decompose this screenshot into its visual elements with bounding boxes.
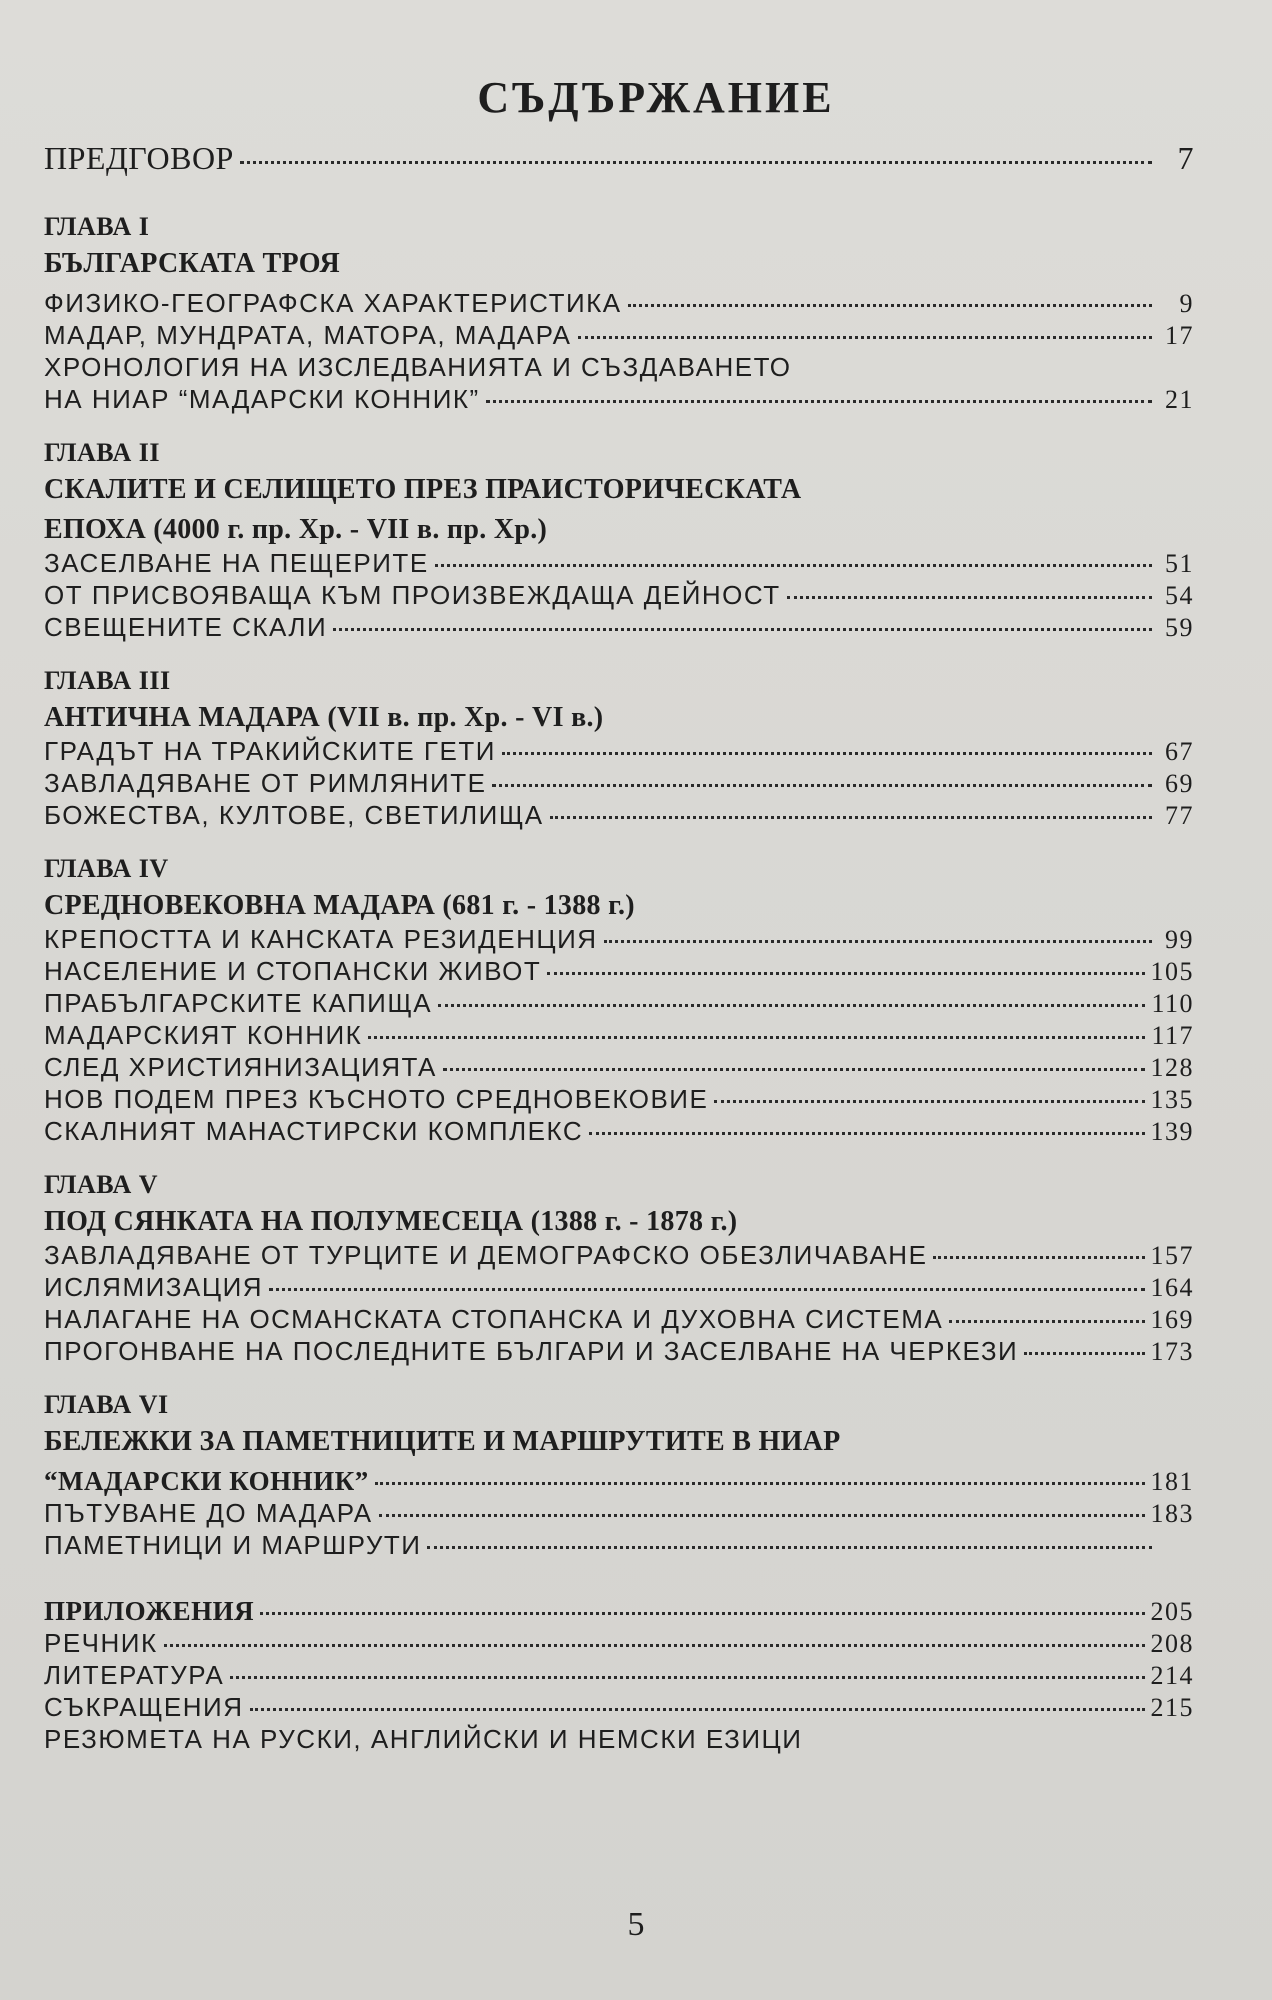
entry-label: СЛЕД ХРИСТИЯНИЗАЦИЯТА [44, 1052, 437, 1082]
dot-leader [1024, 1352, 1144, 1355]
toc-entry[interactable] [44, 612, 1194, 644]
entry-page: 110 [1151, 989, 1194, 1018]
page-title: СЪДЪРЖАНИЕ [477, 73, 835, 122]
chapter-3 [44, 666, 1194, 832]
chapter-label: ГЛАВА IV [44, 854, 169, 883]
toc-entry[interactable] [44, 384, 1194, 416]
entry-label: СВЕЩЕНИТЕ СКАЛИ [44, 612, 328, 642]
dot-leader [164, 1644, 1145, 1647]
chapter-6 [44, 1390, 1194, 1562]
dot-leader [486, 400, 1152, 403]
entry-label: БОЖЕСТВА, КУЛТОВЕ, СВЕТИЛИЩА [44, 800, 544, 830]
toc-entry[interactable] [44, 768, 1194, 800]
chapter-5 [44, 1170, 1194, 1368]
entry-label: ЗАСЕЛВАНЕ НА ПЕЩЕРИТЕ [44, 548, 429, 578]
chapter-title: СКАЛИТЕ И СЕЛИЩЕТО ПРЕЗ ПРАИСТОРИЧЕСКАТА [44, 474, 802, 505]
entry-label: ЗАВЛАДЯВАНЕ ОТ ТУРЦИТЕ И ДЕМОГРАФСКО ОБЕЗЛИЧАВАНЕ [44, 1240, 928, 1270]
toc-entry[interactable] [44, 1660, 1194, 1692]
dot-leader [492, 784, 1152, 787]
entry-page: 128 [1150, 1053, 1194, 1082]
entry-label: ПРИЛОЖЕНИЯ [44, 1596, 255, 1626]
toc-entry-appendix[interactable] [44, 1596, 1194, 1628]
dot-leader [269, 1288, 1144, 1291]
toc-entry[interactable] [44, 1240, 1194, 1272]
toc-entry[interactable] [44, 1020, 1194, 1052]
entry-page: 214 [1150, 1661, 1194, 1690]
dot-leader [949, 1320, 1144, 1323]
toc-entry[interactable] [44, 1116, 1194, 1148]
entry-label: МАДАРСКИЯТ КОННИК [44, 1020, 363, 1050]
entry-page: 51 [1165, 549, 1194, 578]
chapter-label: ГЛАВА VI [44, 1390, 169, 1419]
chapter-title: СРЕДНОВЕКОВНА МАДАРА (681 г. - 1388 г.) [44, 890, 635, 921]
entry-label: НАСЕЛЕНИЕ И СТОПАНСКИ ЖИВОТ [44, 956, 542, 986]
entry-page: 67 [1165, 737, 1194, 766]
chapter-title: ЕПОХА (4000 г. пр. Хр. - VII в. пр. Хр.) [44, 514, 548, 545]
dot-leader [933, 1256, 1144, 1259]
chapter-title: ПОД СЯНКАТА НА ПОЛУМЕСЕЦА (1388 г. - 1878 г.) [44, 1206, 738, 1237]
toc-entry-chapter-title[interactable] [44, 1466, 1194, 1498]
dot-leader [260, 1612, 1144, 1615]
dot-leader [714, 1100, 1144, 1103]
entry-page: 69 [1165, 769, 1194, 798]
chapter-4 [44, 854, 1194, 1148]
chapter-title: БЪЛГАРСКАТА ТРОЯ [44, 248, 340, 279]
entry-label: ИСЛЯМИЗАЦИЯ [44, 1272, 264, 1302]
page-number: 5 [627, 1906, 645, 1943]
dot-leader [230, 1676, 1144, 1679]
entry-page: 169 [1150, 1305, 1194, 1334]
toc-entry[interactable] [44, 924, 1194, 956]
dot-leader [787, 596, 1152, 599]
entry-label: СКАЛНИЯТ МАНАСТИРСКИ КОМПЛЕКС [44, 1116, 584, 1146]
entry-page: 135 [1150, 1085, 1194, 1114]
toc-entry[interactable] [44, 320, 1194, 352]
entry-label: ОТ ПРИСВОЯВАЩА КЪМ ПРОИЗВЕЖДАЩА ДЕЙНОСТ [44, 580, 781, 610]
table-of-contents [44, 140, 1194, 1756]
entry-label: НА НИАР “МАДАРСКИ КОННИК” [44, 384, 480, 414]
dot-leader [379, 1514, 1145, 1517]
entry-page: 139 [1150, 1117, 1194, 1146]
toc-entry[interactable] [44, 1628, 1194, 1660]
dot-leader [628, 304, 1152, 307]
chapter-1 [44, 212, 1194, 416]
dot-leader [427, 1546, 1152, 1549]
toc-entry[interactable] [44, 1084, 1194, 1116]
entry-label: ПАМЕТНИЦИ И МАРШРУТИ [44, 1530, 422, 1560]
toc-entry[interactable] [44, 1498, 1194, 1530]
toc-entry[interactable] [44, 1304, 1194, 1336]
entry-label: НОВ ПОДЕМ ПРЕЗ КЪСНОТО СРЕДНОВЕКОВИЕ [44, 1084, 709, 1114]
toc-entry[interactable] [44, 1692, 1194, 1724]
toc-entry-preface[interactable] [44, 140, 1194, 190]
dot-leader [589, 1132, 1144, 1135]
chapter-label: ГЛАВА III [44, 666, 171, 695]
chapter-2 [44, 438, 1194, 644]
entry-page: 215 [1150, 1693, 1194, 1722]
entry-label: ЗАВЛАДЯВАНЕ ОТ РИМЛЯНИТЕ [44, 768, 487, 798]
entry-label: ЛИТЕРАТУРА [44, 1660, 225, 1690]
entry-page: 9 [1179, 289, 1194, 318]
entry-page: 99 [1165, 925, 1194, 954]
dot-leader [438, 1004, 1145, 1007]
entry-label: ПРАБЪЛГАРСКИТЕ КАПИЩА [44, 988, 433, 1018]
dot-leader [240, 161, 1152, 164]
entry-page: 77 [1165, 801, 1194, 830]
toc-entry[interactable] [44, 548, 1194, 580]
toc-entry[interactable] [44, 800, 1194, 832]
toc-entry[interactable] [44, 1052, 1194, 1084]
dot-leader [578, 336, 1152, 339]
entry-label: РЕЧНИК [44, 1628, 158, 1658]
entry-label: НАЛАГАНЕ НА ОСМАНСКАТА СТОПАНСКА И ДУХОВНА СИСТЕМА [44, 1304, 944, 1334]
chapter-label: ГЛАВА V [44, 1170, 159, 1199]
entry-page: 21 [1165, 385, 1194, 414]
toc-entry[interactable] [44, 988, 1194, 1020]
dot-leader [368, 1036, 1145, 1039]
chapter-label: ГЛАВА I [44, 212, 150, 241]
entry-label: СЪКРАЩЕНИЯ [44, 1692, 244, 1722]
chapter-label: ГЛАВА II [44, 438, 160, 467]
entry-page: 208 [1150, 1629, 1194, 1658]
entry-label: ПЪТУВАНЕ ДО МАДАРА [44, 1498, 373, 1528]
entry-label: ГРАДЪТ НА ТРАКИЙСКИТЕ ГЕТИ [44, 736, 496, 766]
entry-page: 173 [1150, 1337, 1194, 1366]
dot-leader [250, 1708, 1145, 1711]
dot-leader [502, 752, 1152, 755]
entry-page: 17 [1165, 321, 1194, 350]
dot-leader [604, 940, 1152, 943]
entry-page: 205 [1150, 1597, 1194, 1626]
toc-entry[interactable] [44, 352, 1194, 384]
entry-label: “МАДАРСКИ КОННИК” [44, 1466, 369, 1496]
entry-page: 117 [1151, 1021, 1194, 1050]
toc-entry[interactable] [44, 1272, 1194, 1304]
dot-leader [435, 564, 1152, 567]
entry-label: ПРОГОНВАНЕ НА ПОСЛЕДНИТЕ БЪЛГАРИ И ЗАСЕЛВАНЕ НА ЧЕРКЕЗИ [44, 1336, 1019, 1366]
entry-label: МАДАР, МУНДРАТА, МАТОРА, МАДАРА [44, 320, 572, 350]
toc-entry[interactable] [44, 736, 1194, 768]
entry-label: КРЕПОСТТА И КАНСКАТА РЕЗИДЕНЦИЯ [44, 924, 598, 954]
entry-label: РЕЗЮМЕТА НА РУСКИ, АНГЛИЙСКИ И НЕМСКИ ЕЗИЦИ [44, 1724, 803, 1754]
entry-label: ПРЕДГОВОР [44, 140, 234, 176]
toc-entry[interactable] [44, 956, 1194, 988]
dot-leader [333, 628, 1152, 631]
entry-page: 181 [1150, 1467, 1194, 1496]
toc-entry[interactable] [44, 1530, 1194, 1562]
entry-page: 7 [1177, 140, 1194, 176]
entry-page: 54 [1165, 581, 1194, 610]
entry-page: 59 [1165, 613, 1194, 642]
dot-leader [550, 816, 1152, 819]
chapter-title: АНТИЧНА МАДАРА (VII в. пр. Хр. - VI в.) [44, 702, 604, 733]
appendix [44, 1596, 1194, 1756]
toc-entry[interactable] [44, 1724, 1194, 1756]
entry-page: 105 [1150, 957, 1194, 986]
entry-label: ХРОНОЛОГИЯ НА ИЗСЛЕДВАНИЯТА И СЪЗДАВАНЕТО [44, 352, 792, 382]
entry-page: 157 [1150, 1241, 1194, 1270]
dot-leader [443, 1068, 1145, 1071]
entry-page: 164 [1150, 1273, 1194, 1302]
dot-leader [547, 972, 1144, 975]
chapter-title: БЕЛЕЖКИ ЗА ПАМЕТНИЦИТЕ И МАРШРУТИТЕ В НИАР [44, 1426, 841, 1457]
entry-label: ФИЗИКО-ГЕОГРАФСКА ХАРАКТЕРИСТИКА [44, 288, 622, 318]
dot-leader [375, 1482, 1145, 1485]
entry-page: 183 [1150, 1499, 1194, 1528]
toc-entry[interactable] [44, 1336, 1194, 1368]
toc-entry[interactable] [44, 288, 1194, 320]
toc-entry[interactable] [44, 580, 1194, 612]
